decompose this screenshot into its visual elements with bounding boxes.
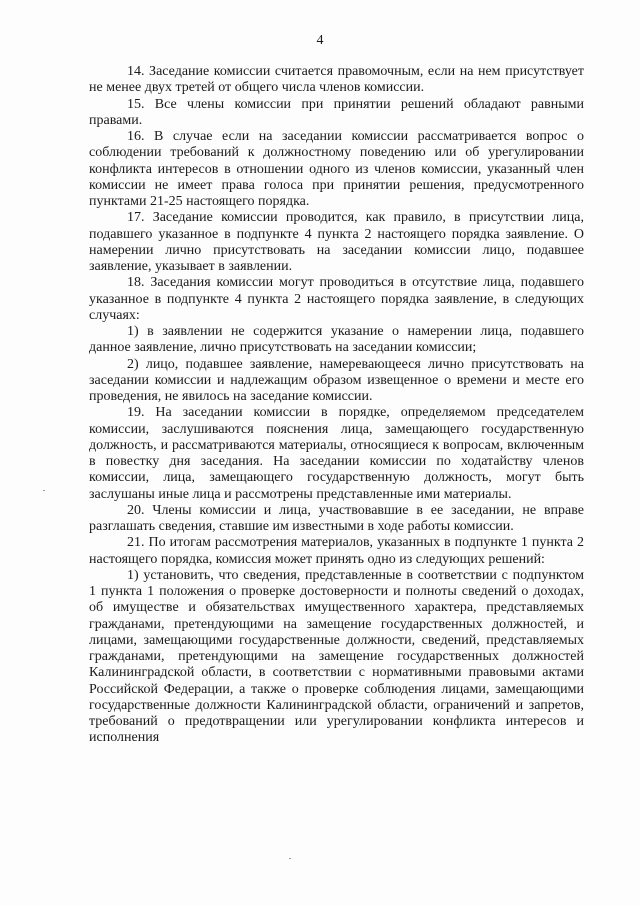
- scan-speck: [289, 858, 291, 859]
- paragraph-14: 14. Заседание комиссии считается правомочным, если на нем присутствует не менее двух третей от общего числа членов комиссии.: [89, 64, 584, 96]
- paragraph-20: 20. Члены комиссии и лица, участвовавшие в ее заседании, не вправе разглашать сведения, ставшие им известными в ходе работы комиссии.: [89, 502, 584, 534]
- paragraph-15: 15. Все члены комиссии при принятии решений обладают равными правами.: [89, 96, 584, 128]
- paragraph-21: 21. По итогам рассмотрения материалов, указанных в подпункте 1 пункта 2 настоящего порядка, комиссия может принять одно из следующих решений:: [89, 535, 584, 567]
- paragraph-18: 18. Заседания комиссии могут проводиться в отсутствие лица, подавшего указанное в подпункте 4 пункта 2 настоящего порядка заявление, в следующих случаях:: [89, 275, 584, 323]
- paragraph-19: 19. На заседании комиссии в порядке, определяемом председателем комиссии, заслушиваются пояснения лица, замещающего государственную должность, и рассматриваются материалы, относящиеся к вопросам, включенным в повестку дня заседания. На заседании комиссии по ходатайству членов комиссии, лица, замещающего государственную должность, могут быть заслушаны иные лица и рассмотрены представленные ими материалы.: [89, 405, 584, 502]
- paragraph-17: 17. Заседание комиссии проводится, как правило, в присутствии лица, подавшего указанное в подпункте 4 пункта 2 настоящего порядка заявление. О намерении лично присутствовать на заседании комиссии лицо, подавшее заявление, указывает в заявлении.: [89, 210, 584, 274]
- scan-speck: [43, 490, 45, 491]
- paragraph-18-item-2: 2) лицо, подавшее заявление, намеревающееся лично присутствовать на заседании комиссии и надлежащим образом извещенное о времени и месте его проведения, не явилось на заседание комиссии.: [89, 356, 584, 404]
- paragraph-21-item-1: 1) установить, что сведения, представленные в соответствии с подпунктом 1 пункта 1 положения о проверке достоверности и полноты сведений о доходах, об имуществе и обязательствах имущественного характера, представляемых гражданами, претендующими на замещение государственных должностей, и лицами, замещающими государственные должности, сведений, представляемых гражданами, претендующими на замещение государственных должностей Калининградской области, в соответствии с нормативными правовыми актами Российской Федерации, а также о проверке соблюдения лицами, замещающими государственные должности Калининградской области, ограничений и запретов, требований о предотвращении или урегулировании конфликта интересов и исполнения: [89, 567, 584, 746]
- paragraph-18-item-1: 1) в заявлении не содержится указание о намерении лица, подавшего данное заявление, лично присутствовать на заседании комиссии;: [89, 324, 584, 356]
- page-number: 4: [316, 33, 324, 48]
- document-body: [89, 64, 584, 747]
- paragraph-16: 16. В случае если на заседании комиссии рассматривается вопрос о соблюдении требований к должностному поведению или об урегулировании конфликта интересов в отношении одного из членов комиссии, указанный член комиссии не имеет права голоса при принятии решения, предусмотренного пунктами 21-25 настоящего порядка.: [89, 129, 584, 209]
